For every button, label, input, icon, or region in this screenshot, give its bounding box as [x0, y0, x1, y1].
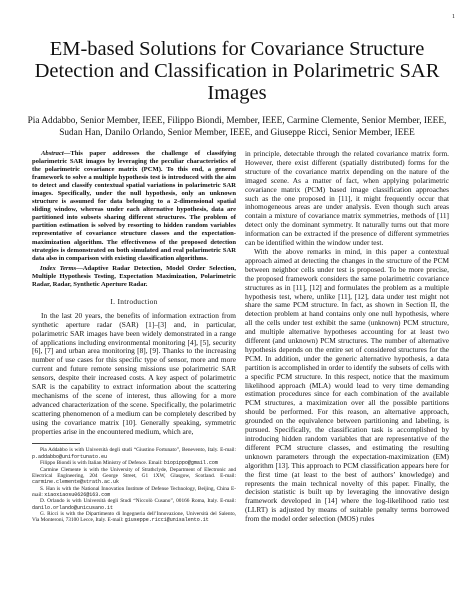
left-column [32, 150, 236, 524]
intro-paragraph-1: In the last 20 years, the benefits of information extraction from synthetic aperture radar (SAR) [1]–[3] and, in particular, polarimetric SAR images have been widely demonstrated in a range of applications including environmental monitoring [4], [5], security [6], [7] and urban area monitoring [8], [9]. Thanks to the increasing number of use cases for this specific type of sensor, more and more current and future remote sensing missions use polarimetric SAR sensors, despite their increased costs. A key aspect of polarimetric SAR is the capability to extract information about the scattering mechanisms of the scene of interest, thus allowing for a more advanced characterization of the scene. Specifically, the polarimetric scattering phenomenon of a medium can be completely described by using the covariance matrix [10]. Generally speaking, symmetric properties arise in the encountered medium, which are, [32, 310, 236, 436]
email-han[interactable]: xiaoxiaosu0626@163.com [44, 491, 111, 498]
footnote-rule [32, 443, 80, 444]
email-biondi[interactable]: biopippo@gmail.com [163, 460, 218, 467]
authors-line-1: Pia Addabbo, Senior Member, IEEE, Filippo Biondi, Member, IEEE, Carmine Clemente, Senior Member, IEEE, [27, 116, 447, 126]
footnote-orlando: D. Orlando is with Università degli Studi “Niccolò Cusano”, 00166 Roma, Italy. E-mail: danilo.orlando@unicusano.it [32, 498, 236, 511]
abstract-text: —This paper addresses the challenge of classifying polarimetric SAR images by leveraging the peculiar characteristics of the polarimetric covariance matrix (PCM). To this end, a general framework to solve a multiple hypothesis test is introduced with the aim to detect and classify contextual spatial variations in polarimetric SAR images. Specifically, under the null hypothesis, only an unknown structure is assumed for data belonging to a 2-dimensional spatial sliding window, whereas under each alternative hypothesis, data are partitioned into subsets sharing different structures. The problem of partition estimation is solved by resorting to hidden random variables representative of covariance structure classes and the expectation-maximization algorithm. The effectiveness of the proposed detection strategies is demonstrated on both simulated and real polarimetric SAR data also in comparison with existing classification algorithms. [32, 150, 236, 262]
index-terms [32, 265, 236, 289]
right-column [245, 150, 449, 524]
footnotes [32, 447, 236, 523]
paper-title: EM-based Solutions for Covariance Structure Detection and Classification in Polarimetric SAR Images [34, 38, 440, 104]
footnote-addabbo: Pia Addabbo is with Università degli studi “Giustino Fortunato”, Benevento, Italy. E-mail: p.addabbo@unifortunato.eu [32, 447, 236, 460]
page-number: 1 [452, 14, 455, 20]
author-list [20, 115, 454, 139]
footnote-biondi: Filippo Biondi is with Italian Ministry of Defence. Email: biopippo@gmail.com [40, 460, 218, 467]
index-terms-lead: Index Terms [40, 264, 77, 272]
email-orlando[interactable]: danilo.orlando@unicusano.it [32, 504, 114, 511]
intro-paragraph-3: With the above remarks in mind, in this paper a contextual approach aimed at detecting the changes in the structure of the PCM between neighbor cells under test is proposed. To be more precise, the proposed framework considers the same polarimetric covariance structures as in [11], [12] and formulates the problem as a multiple hypothesis test, where, unlike [11], [12], data under test might not share the same PCM structure. In fact, as shown in Section II, the detection problem at hand contains only one null hypothesis, where all the cells under test exhibit the same (unknown) PCM structure, and multiple alternative hypotheses accounting for at least two different (and unknown) PCM structures. The number of alternative hypothesis depends on the entire set of considered structures for the PCM. In addition, under the generic alternative hypothesis, a data partition is accomplished in order to identify the subsets of cells with a specific PCM structure. In this respect, notice that the maximum likelihood approach (MLA) would lead to very time demanding estimation procedures since for each combination of the available PCM structures, a maximization over all the possible partitions should be performed. For this reason, an alternative approach, grounded on the equivalence between partitioning and labeling, is pursued. Specifically, the classification task is accomplished by introducing hidden random variables that are representative of the different PCM structure classes, and estimating the resulting unknown parameters through the expectation-maximization (EM) algorithm [13]. This approach to PCM classification appears here for the first time (at least to the best of authors’ knowledge) and represents the main technical novelty of this paper. Finally, the decision statistic is built up by leveraging the innovative design framework developed in [14] where the log-likelihood ratio test (LLRT) is adjusted by means of suitable penalty terms borrowed from the model order selection (MOS) rules [245, 246, 449, 524]
footnote-han: S. Han is with the National Innovation Institute of Defense Technology, Beijing, China E-mail: xiaoxiaosu0626@163.com [32, 485, 236, 498]
footnote-clemente: Carmine Clemente is with the University of Strathclyde, Department of Electronic and Electrical Engineering, 204 George Street, G1 1XW, Glasgow, Scotland. E-mail: carmine.clemente@strath.ac.uk [32, 466, 236, 486]
email-addabbo[interactable]: p.addabbo@unifortunato.eu [32, 453, 108, 460]
abstract [32, 150, 236, 263]
email-ricci[interactable]: giuseppe.ricci@unisalento.it [124, 517, 209, 524]
intro-paragraph-2: in principle, detectable through the related covariance matrix form. However, there exist different (spatially distributed) forms for the structure of the covariance matrix depending on the nature of the imaged scene. As a matter of fact, when applying polarimetric covariance matrix (PCM) based image classification approaches such as the one proposed in [11], it might frequently occur that inhomogeneous areas are under analysis. Even though such areas contain a mixture of covariance matrix symmetries, methods of [11] detect only the dominant symmetry. It naturally turns out that more information can be extracted if the presence of different symmetries can be identified within the window under test. [245, 149, 449, 248]
footnote-ricci: G. Ricci is with the Dipartimento di Ingegneria dell’Innovazione, Università del Salento, Via Monteroni, 73100 Lecce, Italy. E-mail: giuseppe.ricci@unisalento.it [32, 510, 236, 524]
authors-line-2: Sudan Han, Danilo Orlando, Senior Member, IEEE, and Giuseppe Ricci, Senior Member, IEEE [59, 128, 415, 138]
section-heading-introduction: I. Introduction [110, 296, 158, 306]
email-clemente[interactable]: carmine.clemente@strath.ac.uk [32, 479, 120, 486]
index-terms-text: —Adaptive Radar Detection, Model Order Selection, Multiple Hypothesis Testing, Expectation Maximization, Polarimetric Radar, Radar, Synthetic Aperture Radar. [32, 264, 237, 288]
abstract-lead: Abstract [41, 150, 64, 157]
